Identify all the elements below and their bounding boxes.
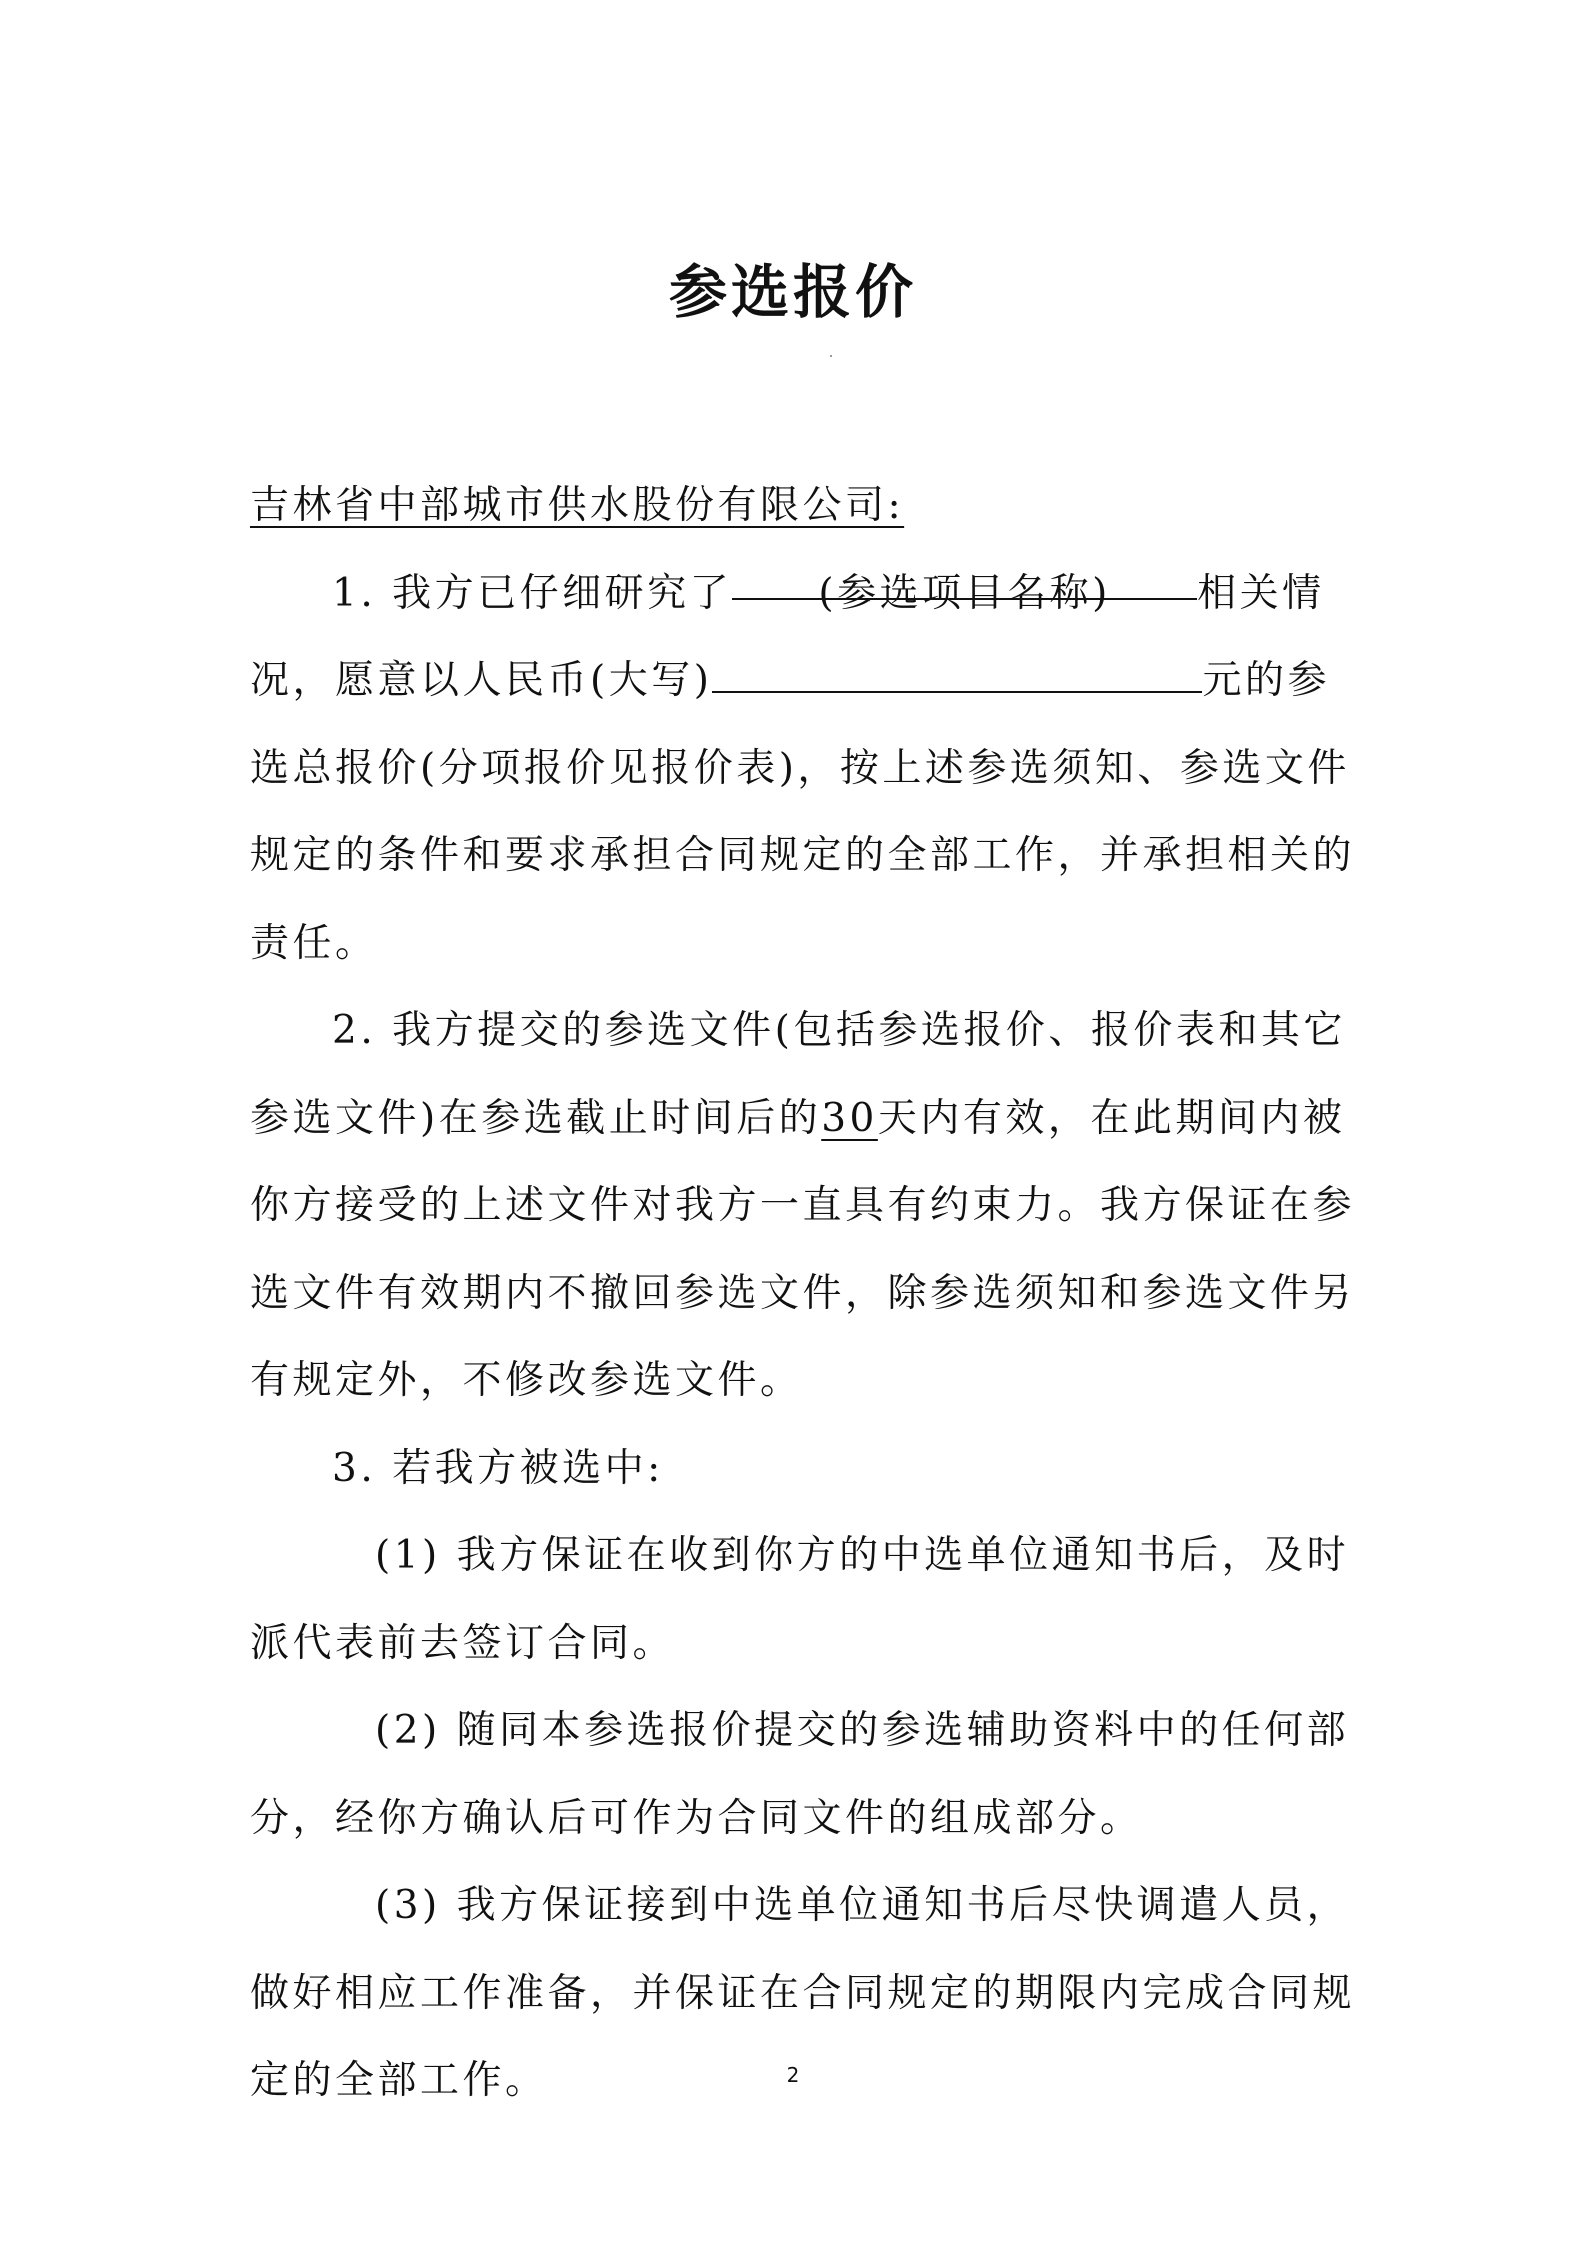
validity-days: 30 — [821, 1095, 878, 1141]
para1-line2-suffix: 元的参 — [1202, 658, 1330, 703]
para3-item3-line3: 定的全部工作。 — [250, 2058, 548, 2103]
para1-line4: 规定的条件和要求承担合同规定的全部工作，并承担相关的 — [250, 833, 1356, 878]
para2-line3: 你方接受的上述文件对我方一直具有约束力。我方保证在参 — [250, 1183, 1356, 1228]
para3-item3-line2: 做好相应工作准备，并保证在合同规定的期限内完成合同规 — [250, 1970, 1356, 2016]
amount-blank — [712, 643, 1202, 693]
document-title: 参选报价 — [668, 258, 917, 326]
para3-heading: 3. 若我方被选中: — [332, 1445, 664, 1491]
para3-item3-line1: (3) 我方保证接到中选单位通知书后尽快调遣人员， — [375, 1883, 1350, 1928]
para3-item2-line2: 分，经你方确认后可作为合同文件的组成部分。 — [250, 1795, 1143, 1841]
para3-item1-line1: (1) 我方保证在收到你方的中选单位通知书后，及时 — [375, 1533, 1350, 1578]
project-name-blank — [732, 550, 1197, 616]
para1-line2 — [250, 637, 1350, 725]
para2-line5: 有规定外，不修改参选文件。 — [250, 1358, 803, 1403]
para1-line1 — [250, 550, 1350, 638]
addressee: 吉林省中部城市供水股份有限公司: — [250, 483, 905, 528]
scan-speck — [830, 355, 832, 357]
para1-after-project: 相关情 — [1197, 570, 1325, 616]
para2-line2 — [250, 1075, 1350, 1163]
para1-line2-prefix: 况，愿意以人民币(大写) — [250, 658, 713, 703]
para2-line4: 选文件有效期内不撤回参选文件，除参选须知和参选文件另 — [250, 1270, 1356, 1316]
para3-item2-line1: (2) 随同本参选报价提交的参选辅助资料中的任何部 — [375, 1708, 1350, 1753]
para1-line5: 责任。 — [250, 920, 378, 966]
para3-item1-line2: 派代表前去签订合同。 — [250, 1620, 676, 1666]
para2-line2-prefix: 参选文件)在参选截止时间后的 — [250, 1095, 822, 1141]
para1-line3: 选总报价(分项报价见报价表)，按上述参选须知、参选文件 — [250, 745, 1350, 791]
para2-line2-suffix: 天内有效，在此期间内被 — [877, 1095, 1346, 1141]
para1-prefix: 1. 我方已仔细研究了 — [332, 570, 733, 616]
para2-line1: 2. 我方提交的参选文件(包括参选报价、报价表和其它 — [332, 1008, 1346, 1053]
document-body — [250, 462, 1356, 2125]
project-name-placeholder: (参选项目名称) — [818, 570, 1111, 616]
page-number: 2 — [786, 2063, 800, 2087]
addressee-line — [250, 462, 1350, 550]
